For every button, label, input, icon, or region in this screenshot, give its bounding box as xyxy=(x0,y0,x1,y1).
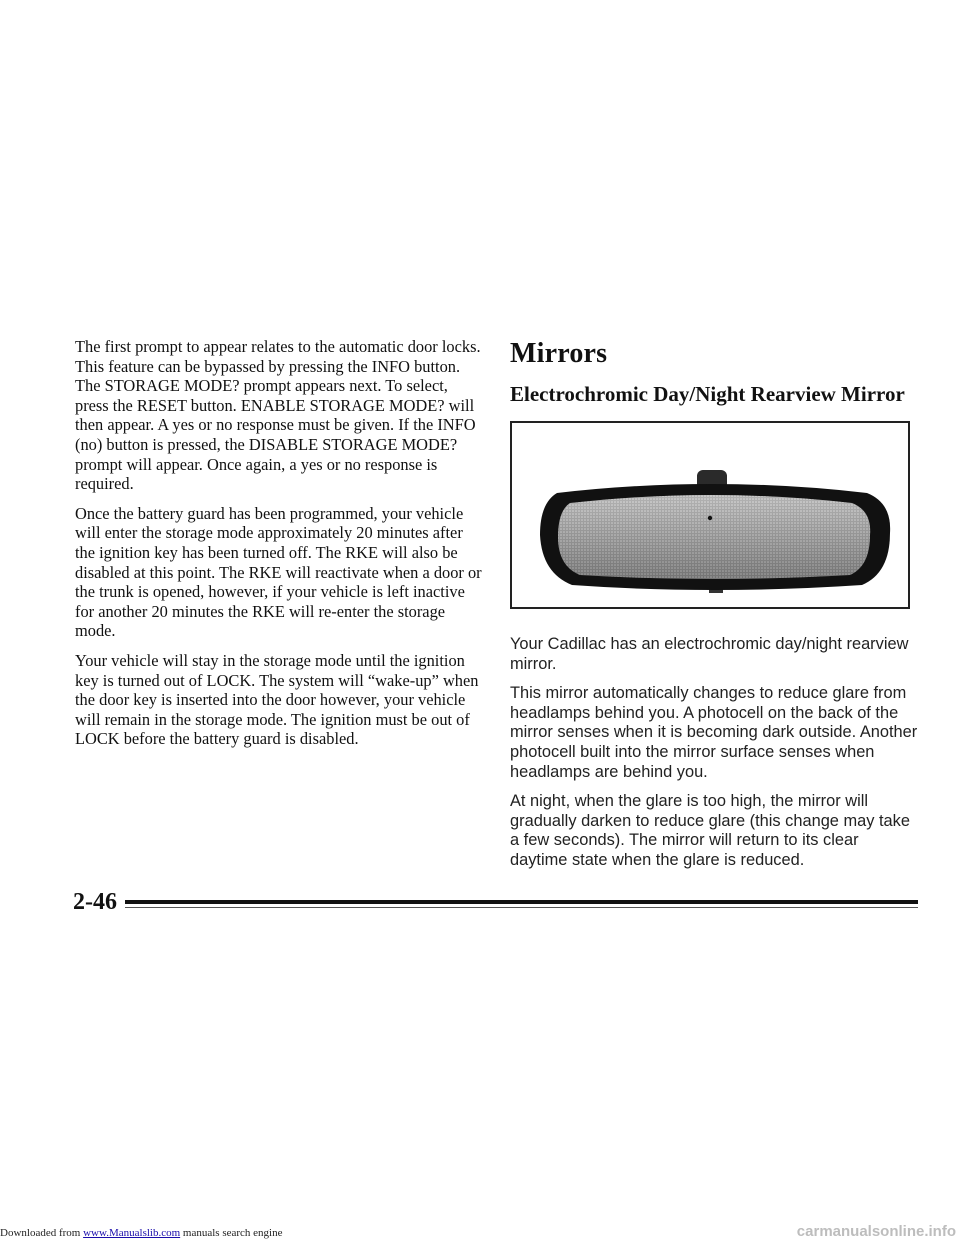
paragraph-cadillac-mirror: Your Cadillac has an electrochromic day/night rearview mirror. xyxy=(510,635,909,673)
mirror-figure xyxy=(510,421,910,609)
paragraph-photocell: This mirror automatically changes to reduce glare from headlamps behind you. A photocell on the back of the mirror senses when it is becoming dark outside. Another photocell built into the mirror surface senses when headlamps are behind you. xyxy=(510,684,918,781)
left-column xyxy=(75,337,485,759)
right-column xyxy=(510,337,920,881)
paragraph-battery-guard: Once the battery guard has been programmed, your vehicle will enter the storage mode approximately 20 minutes after the ignition key has been turned off. The RKE will also be disabled at this point. The RKE will reactivate when a door or the trunk is opened, however, if your vehicle is left inactive for another 20 minutes the RKE will re-enter the storage mode. xyxy=(75,503,482,641)
section-title: Mirrors xyxy=(510,338,608,369)
watermark-prefix: Downloaded from xyxy=(0,1227,84,1239)
watermark-suffix: manuals search engine xyxy=(180,1227,283,1239)
footer-rule-thick xyxy=(125,900,918,904)
manualslib-link[interactable]: www.Manualslib.com xyxy=(83,1227,181,1239)
download-watermark xyxy=(0,1226,282,1240)
paragraph-storage-mode: Your vehicle will stay in the storage mode until the ignition key is turned out of LOCK. The system will “wake-up” when the door key is inserted into the door however, your vehicle will remain in the storage mode. The ignition must be out of LOCK before the battery guard is disabled. xyxy=(75,650,479,749)
page-number: 2-46 xyxy=(73,889,117,915)
subsection-title: Electrochromic Day/Night Rearview Mirror xyxy=(510,382,905,406)
rearview-mirror-icon xyxy=(512,423,912,611)
footer-rule-thin xyxy=(125,907,918,908)
page-footer xyxy=(73,888,918,918)
paragraph-night-glare: At night, when the glare is too high, the mirror will gradually darken to reduce glare (this change may take a few seconds). The mirror will return to its clear daytime state when the glare is reduced. xyxy=(510,792,910,869)
site-watermark: carmanualsonline.info xyxy=(796,1223,956,1240)
paragraph-storage-prompt: The first prompt to appear relates to the automatic door locks. This feature can be bypassed by pressing the INFO button. The STORAGE MODE? prompt appears next. To select, press the RESET button. ENABLE STORAGE MODE? will then appear. A yes or no response must be given. If the INFO (no) button is pressed, the DISABLE STORAGE MODE? prompt will appear. Once again, a yes or no response is required. xyxy=(75,337,481,494)
